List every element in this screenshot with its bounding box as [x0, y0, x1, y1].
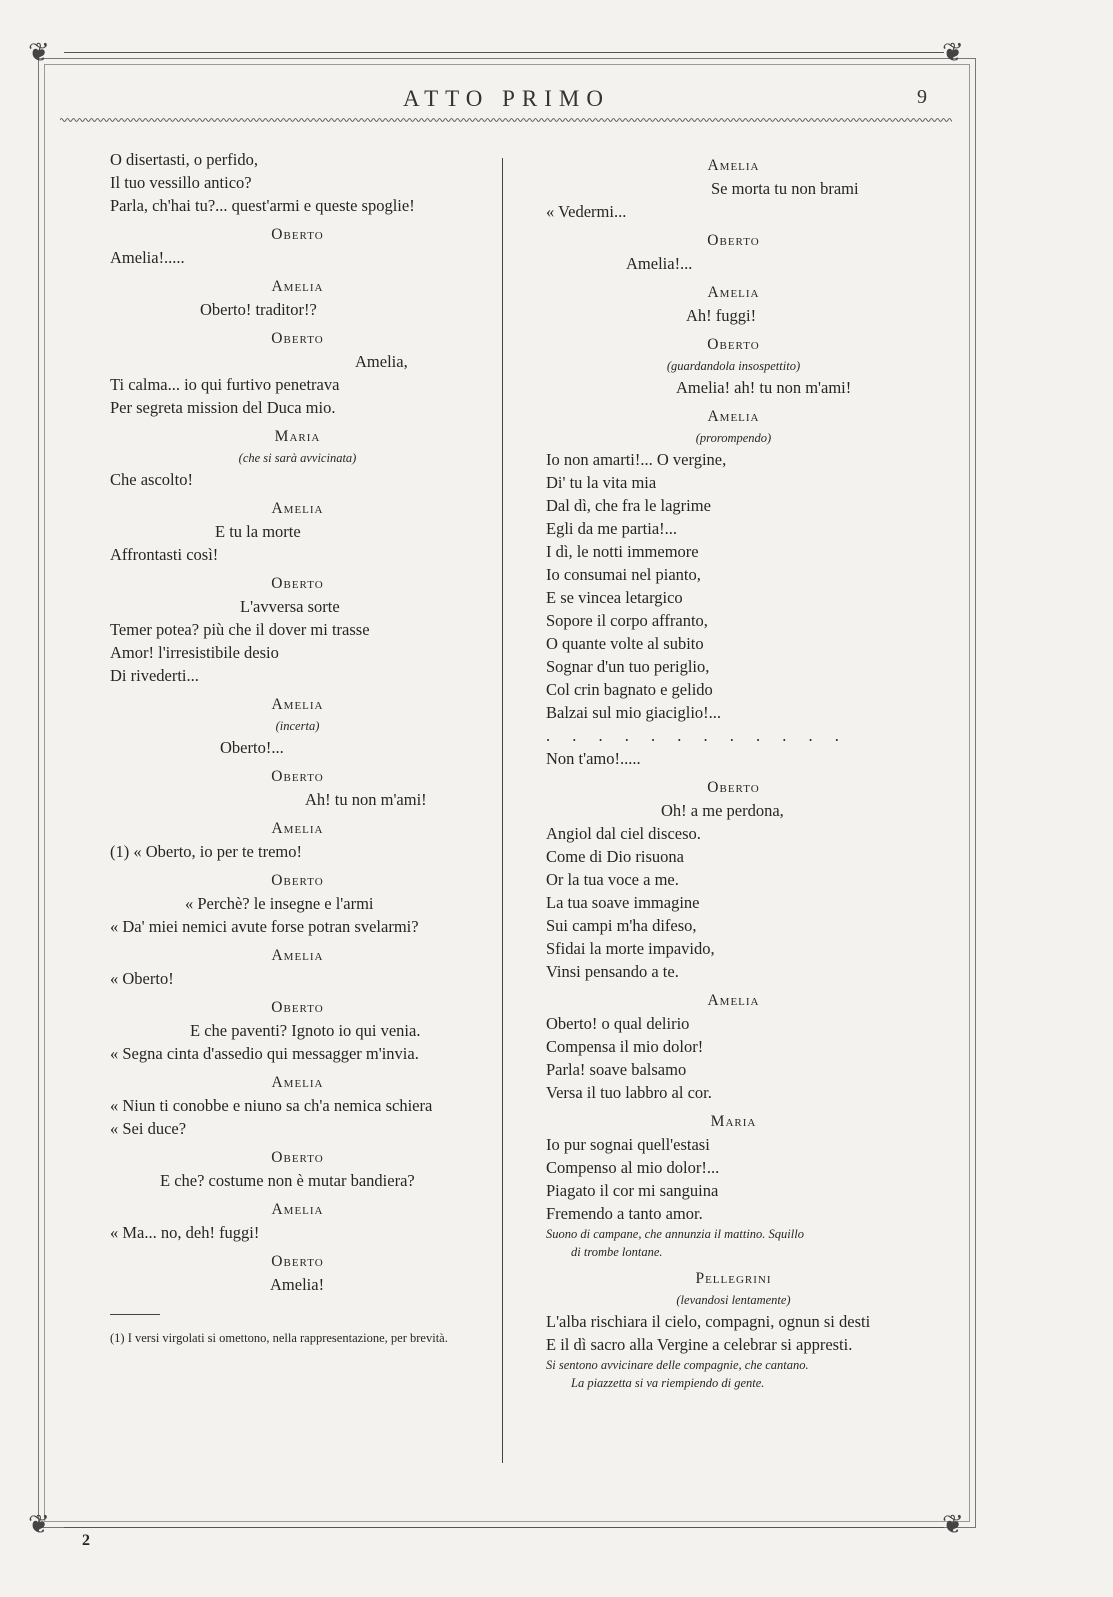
verse-line: Come di Dio risuona	[546, 847, 684, 866]
verse-line: Amelia!.....	[110, 248, 185, 267]
verse-line: Ti calma... io qui furtivo penetrava	[110, 375, 340, 394]
speaker-name: Amelia	[271, 500, 324, 517]
verse-line: Ah! fuggi!	[686, 306, 757, 325]
speaker-name: Maria	[274, 428, 321, 445]
speaker-name: Amelia	[271, 820, 324, 837]
stage-direction: (guardandola insospettito)	[666, 359, 801, 373]
top-rule	[64, 52, 944, 53]
verse-line: Amor! l'irresistibile desio	[110, 643, 279, 662]
speaker-name: Oberto	[271, 575, 324, 592]
verse-line: Di' tu la vita mia	[546, 473, 657, 492]
left-column	[110, 148, 485, 1347]
verse-line: Compenso al mio dolor!...	[546, 1158, 720, 1177]
verse-line: L'avversa sorte	[240, 597, 340, 616]
verse-line: L'alba rischiara il cielo, compagni, ognun si desti	[546, 1312, 871, 1331]
verse-line: Angiol dal ciel disceso.	[546, 824, 701, 843]
ornament-bottom-left-icon: ❦	[28, 1510, 50, 1539]
speaker-name: Oberto	[271, 1149, 324, 1166]
verse-line: Fremendo a tanto amor.	[546, 1204, 703, 1223]
speaker-name: Oberto	[271, 1253, 324, 1270]
ornament-top-right-icon: ❦	[942, 38, 964, 67]
verse-line: Oberto! traditor!?	[200, 300, 317, 319]
verse-line: Per segreta mission del Duca mio.	[110, 398, 336, 417]
verse-line: Vinsi pensando a te.	[546, 962, 679, 981]
verse-line: Sopore il corpo affranto,	[546, 611, 708, 630]
verse-line: « Da' miei nemici avute forse potran svelarmi?	[110, 917, 419, 936]
verse-line: « Perchè? le insegne e l'armi	[185, 894, 374, 913]
verse-line: I dì, le notti immemore	[546, 542, 699, 561]
verse-line: Oh! a me perdona,	[661, 801, 784, 820]
verse-line: Amelia! ah! tu non m'ami!	[676, 378, 852, 397]
speaker-name: Oberto	[271, 330, 324, 347]
verse-line: Egli da me partia!...	[546, 519, 678, 538]
ellipsis-line: . . . . . . . . . . . .	[546, 726, 848, 745]
verse-line: Parla! soave balsamo	[546, 1060, 687, 1079]
verse-line: Col crin bagnato e gelido	[546, 680, 713, 699]
speaker-name: Amelia	[271, 1201, 324, 1218]
verse-line: Di rivederti...	[110, 666, 199, 685]
speaker-name: Oberto	[271, 999, 324, 1016]
verse-line: Versa il tuo labbro al cor.	[546, 1083, 712, 1102]
right-column	[546, 148, 921, 1392]
speaker-name: Pellegrini	[695, 1270, 772, 1287]
stage-direction: (incerta)	[275, 719, 320, 733]
verse-line: E se vincea letargico	[546, 588, 683, 607]
verse-line: « Vedermi...	[546, 202, 627, 221]
verse-line: Non t'amo!.....	[546, 749, 641, 768]
verse-line: Amelia!...	[626, 254, 693, 273]
stage-direction: (levandosi lentamente)	[676, 1293, 791, 1307]
verse-line: Amelia!	[270, 1275, 325, 1294]
verse-line: Sfidai la morte impavido,	[546, 939, 715, 958]
speaker-name: Oberto	[271, 768, 324, 785]
verse-line: « Ma... no, deh! fuggi!	[110, 1223, 260, 1242]
verse-line: Amelia,	[355, 352, 408, 371]
verse-line: E che? costume non è mutar bandiera?	[160, 1171, 415, 1190]
speaker-name: Oberto	[271, 872, 324, 889]
running-head: ATTO PRIMO	[403, 86, 610, 111]
speaker-name: Amelia	[707, 284, 760, 301]
verse-line: Temer potea? più che il dover mi trasse	[110, 620, 370, 639]
verse-line: Or la tua voce a me.	[546, 870, 679, 889]
verse-line: Oberto! o qual delirio	[546, 1014, 690, 1033]
verse-line: Balzai sul mio giaciglio!...	[546, 703, 722, 722]
verse-line: Io pur sognai quell'estasi	[546, 1135, 710, 1154]
speaker-name: Oberto	[707, 336, 760, 353]
verse-line: Sognar d'un tuo periglio,	[546, 657, 710, 676]
verse-line: Affrontasti così!	[110, 545, 219, 564]
stage-direction: (che si sarà avvicinata)	[238, 451, 357, 465]
speaker-name: Amelia	[707, 992, 760, 1009]
stage-direction: (prorompendo)	[695, 431, 772, 445]
verse-line: Compensa il mio dolor!	[546, 1037, 704, 1056]
stage-direction: di trombe lontane.	[571, 1245, 663, 1259]
verse-line: « Sei duce?	[110, 1119, 187, 1138]
verse-line: Sui campi m'ha difeso,	[546, 916, 697, 935]
speaker-name: Oberto	[271, 226, 324, 243]
speaker-name: Amelia	[707, 157, 760, 174]
stage-direction: Suono di campane, che annunzia il mattino. Squillo	[546, 1227, 804, 1241]
speaker-name: Amelia	[707, 408, 760, 425]
verse-line: E tu la morte	[215, 522, 301, 541]
verse-line: Io non amarti!... O vergine,	[546, 450, 727, 469]
footnote: (1) I versi virgolati si omettono, nella rappresentazione, per brevità.	[110, 1331, 448, 1345]
ornament-top-left-icon: ❦	[28, 38, 50, 67]
verse-line: (1) « Oberto, io per te tremo!	[110, 842, 302, 861]
bottom-rule	[64, 1527, 944, 1528]
verse-line: « Segna cinta d'assedio qui messagger m'invia.	[110, 1044, 419, 1063]
verse-line: O quante volte al subito	[546, 634, 704, 653]
verse-line: Se morta tu non brami	[711, 179, 859, 198]
speaker-name: Amelia	[271, 947, 324, 964]
speaker-name: Amelia	[271, 1074, 324, 1091]
speaker-name: Maria	[710, 1113, 757, 1130]
verse-line: Dal dì, che fra le lagrime	[546, 496, 711, 515]
speaker-name: Oberto	[707, 232, 760, 249]
footnote-rule	[110, 1314, 160, 1315]
verse-line: « Oberto!	[110, 969, 174, 988]
verse-line: Ah! tu non m'ami!	[305, 790, 427, 809]
wavy-rule	[60, 116, 952, 124]
speaker-name: Amelia	[271, 278, 324, 295]
verse-line: E che paventi? Ignoto io qui venia.	[190, 1021, 421, 1040]
verse-line: La tua soave immagine	[546, 893, 700, 912]
verse-line: Oberto!...	[220, 738, 284, 757]
verse-line: Piagato il cor mi sanguina	[546, 1181, 719, 1200]
verse-line: O disertasti, o perfido,	[110, 150, 259, 169]
signature-mark: 2	[82, 1532, 90, 1549]
speaker-name: Oberto	[707, 779, 760, 796]
stage-direction: La piazzetta si va riempiendo di gente.	[571, 1376, 765, 1390]
verse-line: Che ascolto!	[110, 470, 193, 489]
verse-line: « Niun ti conobbe e niuno sa ch'a nemica schiera	[110, 1096, 433, 1115]
verse-line: Parla, ch'hai tu?... quest'armi e queste spoglie!	[110, 196, 415, 215]
speaker-name: Amelia	[271, 696, 324, 713]
verse-line: Io consumai nel pianto,	[546, 565, 701, 584]
stage-direction: Si sentono avvicinare delle compagnie, che cantano.	[546, 1358, 809, 1372]
page-number: 9	[917, 86, 927, 108]
verse-line: E il dì sacro alla Vergine a celebrar si appresti.	[546, 1335, 853, 1354]
column-divider	[502, 158, 503, 1463]
verse-line: Il tuo vessillo antico?	[110, 173, 252, 192]
ornament-bottom-right-icon: ❦	[942, 1510, 964, 1539]
